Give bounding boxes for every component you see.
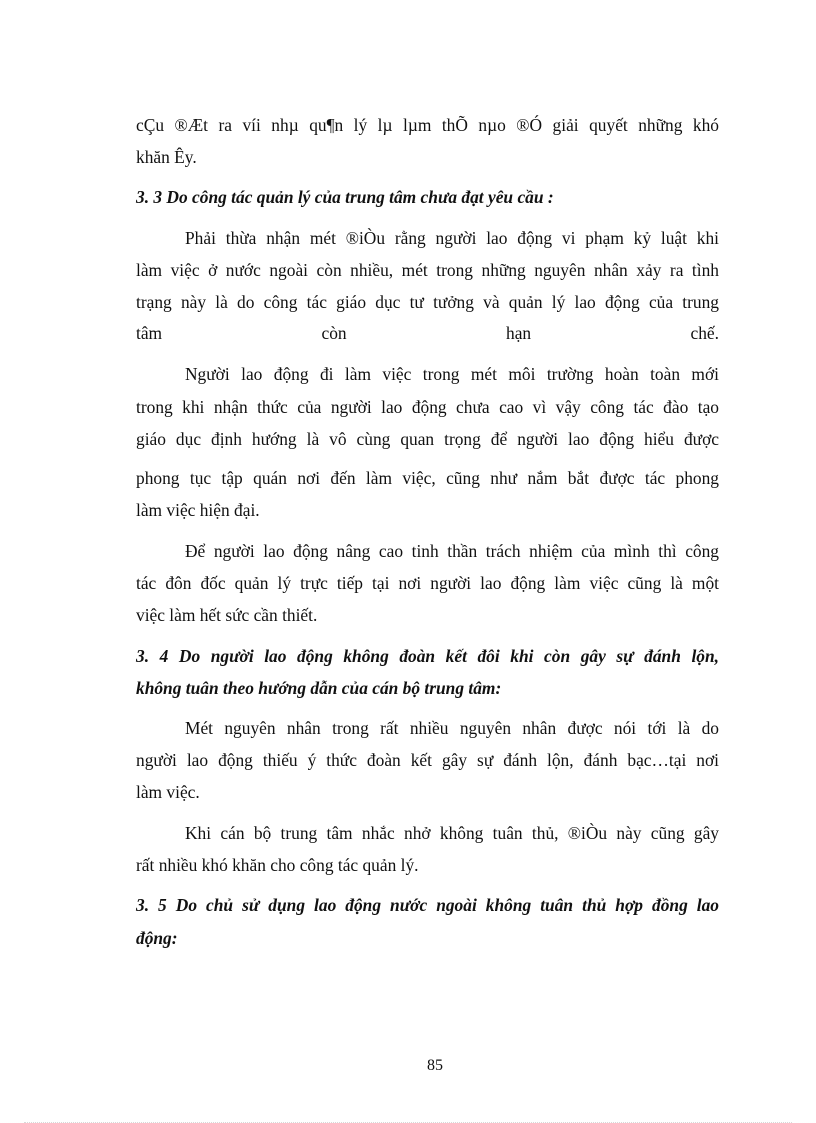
body-line: tác đôn đốc quản lý trực tiếp tại nơi người lao động làm việc cũng là một [136,573,719,593]
body-line: trạng này là do công tác giáo dục tư tưởng và quản lý lao động của trung [136,292,719,312]
body-line: làm việc ở nước ngoài còn nhiều, mét trong những nguyên nhân xảy ra tình [136,260,719,280]
body-line: làm việc. [136,782,200,802]
body-line: tâm còn hạn chế. [136,323,719,343]
body-line: việc làm hết sức cần thiết. [136,605,318,625]
paragraph-first-line: Mét nguyên nhân trong rất nhiều nguyên nhân được nói tới là do [185,718,719,738]
body-line: rất nhiều khó khăn cho công tác quản lý. [136,855,419,875]
paragraph-first-line: Để người lao động nâng cao tinh thần trách nhiệm của mình thì công [185,541,719,561]
paragraph-first-line: Phải thừa nhận mét ®iÒu rằng người lao động vi phạm kỷ luật khi [185,228,719,248]
paragraph-first-line: Khi cán bộ trung tâm nhắc nhở không tuân thủ, ®iÒu này cũng gây [185,823,719,843]
body-line: làm việc hiện đại. [136,500,260,520]
body-line: cÇu ®Æt ra víi nhµ qu¶n lý lµ lµm thÕ nµo ®Ó giải quyết những khó [136,115,719,135]
paragraph-first-line: Người lao động đi làm việc trong mét môi trường hoàn toàn mới [185,364,719,384]
section-heading-3-4: 3. 4 Do người lao động không đoàn kết đôi khi còn gây sự đánh lộn, [136,646,719,666]
body-line: khăn Êy. [136,147,197,167]
section-heading-3-5: 3. 5 Do chủ sử dụng lao động nước ngoài không tuân thủ hợp đồng lao [136,895,719,915]
page-number: 85 [427,1057,443,1074]
section-heading-3-5-cont: động: [136,928,178,948]
body-line: phong tục tập quán nơi đến làm việc, cũng như nắm bắt được tác phong [136,468,719,488]
section-heading-3-4-cont: không tuân theo hướng dẫn của cán bộ trung tâm: [136,678,502,698]
body-line: người lao động thiếu ý thức đoàn kết gây sự đánh lộn, đánh bạc…tại nơi [136,750,719,770]
body-line: trong khi nhận thức của người lao động chưa cao vì vậy công tác đào tạo [136,397,719,417]
body-line: giáo dục định hướng là vô cùng quan trọng để người lao động hiểu được [136,429,719,449]
section-heading-3-3: 3. 3 Do công tác quản lý của trung tâm chưa đạt yêu cầu : [136,187,554,207]
